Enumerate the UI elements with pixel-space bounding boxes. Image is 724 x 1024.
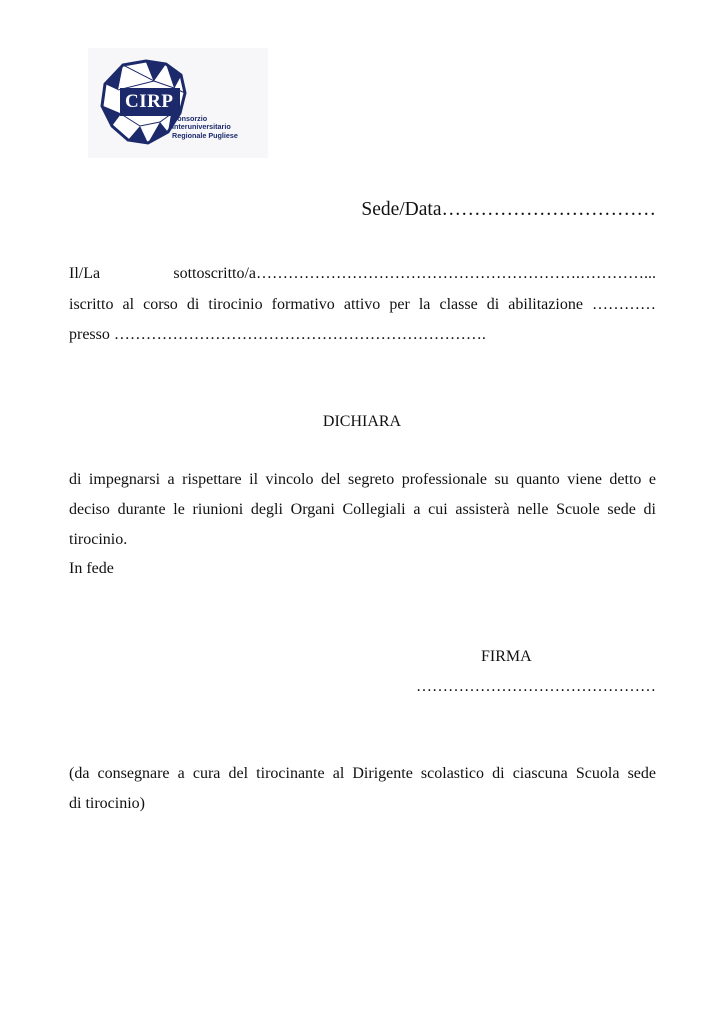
cirp-logo — [88, 48, 268, 158]
logo-text — [172, 115, 238, 140]
logo-line-2: Interuniversitario — [172, 122, 231, 132]
logo-line-1: Consorzio — [172, 114, 208, 123]
logo-acronym: CIRP — [125, 91, 174, 112]
cirp-emblem-icon — [88, 48, 268, 158]
note-line-2: di tirocinio) — [69, 795, 145, 812]
in-fede-text: In fede — [69, 560, 114, 577]
note-line-1: (da consegnare a cura del tirocinante al Dirigente scolastico di ciascuna Scuola sede — [69, 765, 656, 782]
firma-label: FIRMA — [481, 648, 532, 665]
presso-field[interactable]: presso ……………………………………………………………. — [69, 326, 486, 343]
classe-abilitazione-field[interactable]: iscritto al corso di tirocinio formativo attivo per la classe di abilitazione ………… — [69, 296, 656, 313]
body-line-1: di impegnarsi a rispettare il vincolo del segreto professionale su quanto viene detto e — [69, 471, 656, 488]
dichiara-heading: DICHIARA — [322, 413, 402, 430]
body-line-3: tirocinio. — [69, 531, 128, 548]
firma-signature-line[interactable]: ……………………………………… — [416, 678, 656, 695]
sottoscritto-field[interactable]: Il/La sottoscritto/a…………………………………………………….…………... — [69, 265, 656, 282]
body-line-2: deciso durante le riunioni degli Organi Collegiali a cui assisterà nelle Scuole sede di — [69, 501, 656, 518]
logo-line-3: Regionale Pugliese — [172, 130, 238, 140]
sede-data-field[interactable]: Sede/Data…………………………… — [361, 199, 656, 220]
